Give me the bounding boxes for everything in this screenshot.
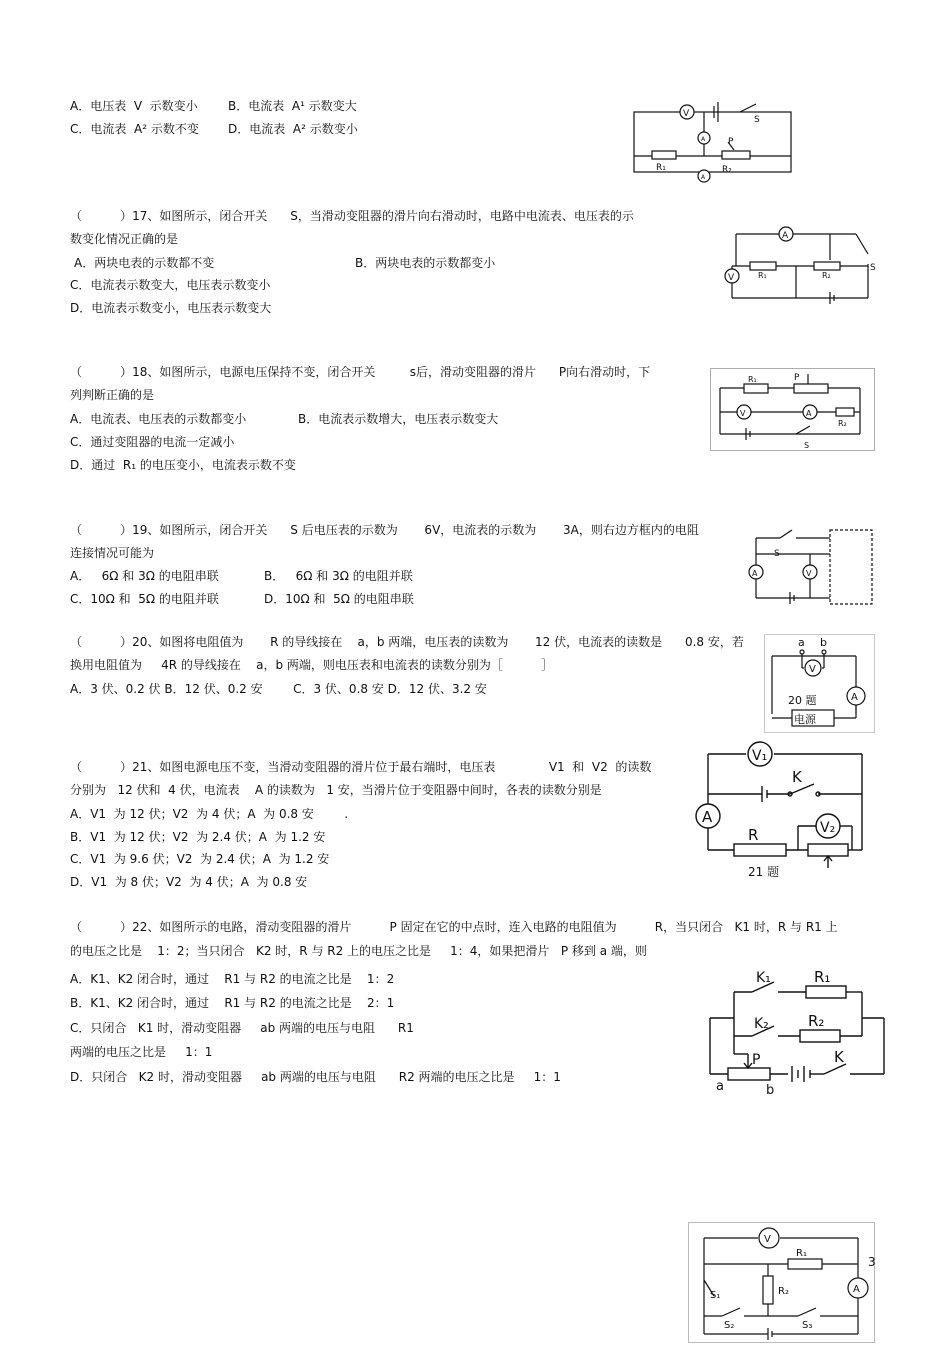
q18-stem-line2: 列判断正确的是 xyxy=(70,388,155,402)
q16-option-b: B．电流表 A¹ 示数变大 xyxy=(228,99,357,113)
q18-r2-label: R₂ xyxy=(838,419,847,428)
q21-voltmeter-v1-label: V₁ xyxy=(752,748,768,764)
q16-r2-label: R₂ xyxy=(722,165,732,175)
page-number: 3 xyxy=(868,1255,876,1269)
q16-switch-label: S xyxy=(754,115,760,125)
q16-ammeter-a2-label: A xyxy=(701,174,706,181)
q20-options: A．3 伏、0.2 伏 B．12 伏、0.2 安 C．3 伏、0.8 安 D．12 伏、3.2 安 xyxy=(70,682,487,696)
bottom-switch-s3-label: S₃ xyxy=(802,1320,813,1331)
q18-voltmeter-label: V xyxy=(740,409,746,418)
q17-option-c: C．电流表示数变大，电压表示数变小 xyxy=(70,278,271,292)
q17-ammeter-label: A xyxy=(782,231,789,241)
q18-option-a: A．电流表、电压表的示数都变小 xyxy=(70,412,247,426)
q17-option-d: D．电流表示数变小，电压表示数变大 xyxy=(70,301,272,315)
q19-stem-line1: （ ）19、如图所示，闭合开关 S 后电压表的示数为 6V，电流表的示数为 3A，则右边方框内的电阻 xyxy=(70,523,699,537)
q19-ammeter-label: A xyxy=(752,569,758,578)
q20-voltmeter-label: V xyxy=(809,664,816,675)
q16-slider-label: P xyxy=(728,137,734,147)
q22-switch-k-label: K xyxy=(834,1048,844,1066)
q19-stem-line2: 连接情况可能为 xyxy=(70,546,155,560)
bottom-r1-label: R₁ xyxy=(796,1248,807,1259)
q21-figure-title: 21 题 xyxy=(748,865,780,879)
q20-circuit-figure xyxy=(764,634,876,734)
q20-ammeter-label: A xyxy=(851,692,858,703)
q19-option-b: B． 6Ω 和 3Ω 的电阻并联 xyxy=(264,569,413,583)
q17-circuit-figure xyxy=(722,224,878,306)
q17-voltmeter-label: V xyxy=(728,273,735,283)
q16-option-a: A．电压表 V 示数变小 xyxy=(70,99,198,113)
q22-option-c-line2: 两端的电压之比是 1：1 xyxy=(70,1045,213,1059)
q22-circuit-figure xyxy=(700,968,890,1098)
q18-switch-label: S xyxy=(804,441,810,450)
q18-r1-label: R₁ xyxy=(748,375,757,384)
q18-option-b: B．电流表示数增大，电压表示数变大 xyxy=(298,412,499,426)
q21-voltmeter-v2-label: V₂ xyxy=(820,820,836,836)
q16-voltmeter-label: V xyxy=(683,109,690,119)
q19-voltmeter-label: V xyxy=(806,569,812,578)
q21-option-a: A．V1 为 12 伏；V2 为 4 伏；A 为 0.8 安 . xyxy=(70,807,349,821)
bottom-circuit-figure xyxy=(688,1222,876,1344)
q21-option-c: C．V1 为 9.6 伏；V2 为 2.4 伏；A 为 1.2 安 xyxy=(70,852,330,866)
q21-resistor-label: R xyxy=(748,826,759,844)
q22-terminal-a-label: a xyxy=(716,1079,724,1094)
q16-ammeter-a1-label: A xyxy=(701,136,706,143)
q17-stem-line2: 数变化情况正确的是 xyxy=(70,232,179,246)
q18-circuit-figure xyxy=(710,368,876,452)
q17-switch-label: S xyxy=(870,263,876,273)
q20-figure-title: 20 题 xyxy=(788,694,817,707)
q19-circuit-figure xyxy=(740,526,876,608)
q22-slider-label: P xyxy=(752,1052,761,1068)
q22-option-b: B．K1、K2 闭合时，通过 R1 与 R2 的电流之比是 2：1 xyxy=(70,996,395,1010)
q22-switch-k1-label: K₁ xyxy=(756,970,771,986)
q18-stem-line1: （ ）18、如图所示，电源电压保持不变，闭合开关 s后，滑动变阻器的滑片 P向右滑动时，下 xyxy=(70,365,651,379)
bottom-switch-s1-label: S₁ xyxy=(710,1290,721,1301)
q22-stem-line1: （ ）22、如图所示的电路，滑动变阻器的滑片 P 固定在它的中点时，连入电路的电阻值为 R，当只闭合 K1 时，R 与 R1 上 xyxy=(70,920,838,934)
q17-stem-line1: （ ）17、如图所示，闭合开关 S，当滑动变阻器的滑片向右滑动时，电路中电流表、电压表的示 xyxy=(70,209,634,223)
q17-option-a: A．两块电表的示数都不变 xyxy=(74,256,215,270)
q22-option-d: D．只闭合 K2 时，滑动变阻器 ab 两端的电压与电阻 R2 两端的电压之比是 1：1 xyxy=(70,1070,561,1084)
q21-circuit-figure xyxy=(690,740,874,880)
bottom-ammeter-label: A xyxy=(853,1284,860,1295)
q16-r1-label: R₁ xyxy=(656,163,666,173)
q22-option-a: A．K1、K2 闭合时，通过 R1 与 R2 的电流之比是 1：2 xyxy=(70,972,395,986)
q19-option-c: C．10Ω 和 5Ω 的电阻并联 xyxy=(70,592,219,606)
bottom-switch-s2-label: S₂ xyxy=(724,1320,735,1331)
q21-stem-line1: （ ）21、如图电源电压不变，当滑动变阻器的滑片位于最右端时，电压表 V1 和 V2 的读数 xyxy=(70,760,652,774)
q16-option-d: D．电流表 A² 示数变小 xyxy=(228,122,358,136)
q16-option-c: C．电流表 A² 示数不变 xyxy=(70,122,199,136)
q20-stem-line2: 换用电阻值为 4R 的导线接在 a，b 两端，则电压表和电流表的读数分别为［ ］ xyxy=(70,658,554,672)
q22-r2-label: R₂ xyxy=(808,1012,825,1030)
q18-option-c: C．通过变阻器的电流一定减小 xyxy=(70,435,235,449)
q17-option-b: B．两块电表的示数都变小 xyxy=(355,256,496,270)
q18-slider-label: P xyxy=(794,373,800,383)
q22-switch-k2-label: K₂ xyxy=(754,1016,769,1032)
q22-terminal-b-label: b xyxy=(766,1083,775,1098)
q20-terminal-b-label: b xyxy=(820,636,827,649)
q17-r2-label: R₂ xyxy=(822,271,831,280)
q21-ammeter-label: A xyxy=(702,808,713,826)
bottom-voltmeter-label: V xyxy=(764,1234,771,1245)
q19-option-d: D．10Ω 和 5Ω 的电阻串联 xyxy=(264,592,414,606)
q22-option-c-line1: C．只闭合 K1 时，滑动变阻器 ab 两端的电压与电阻 R1 xyxy=(70,1021,414,1035)
q16-circuit-figure xyxy=(630,98,796,184)
q20-stem-line1: （ ）20、如图将电阻值为 R 的导线接在 a，b 两端，电压表的读数为 12 伏，电流表的读数是 0.8 安，若 xyxy=(70,635,744,649)
q21-option-b: B．V1 为 12 伏；V2 为 2.4 伏；A 为 1.2 安 xyxy=(70,830,326,844)
q21-stem-line2: 分别为 12 伏和 4 伏，电流表 A 的读数为 1 安，当滑片位于变阻器中间时，各表的读数分别是 xyxy=(70,783,602,797)
q18-ammeter-label: A xyxy=(806,409,812,418)
q21-switch-label: K xyxy=(792,768,802,786)
q19-option-a: A． 6Ω 和 3Ω 的电阻串联 xyxy=(70,569,219,583)
q22-r1-label: R₁ xyxy=(814,968,831,986)
q20-power-source-label: 电源 xyxy=(794,713,816,726)
q22-stem-line2: 的电压之比是 1：2；当只闭合 K2 时，R 与 R2 上的电压之比是 1：4，如果把滑片 P 移到 a 端，则 xyxy=(70,944,647,958)
q19-switch-label: S xyxy=(774,549,780,559)
q18-option-d: D．通过 R₁ 的电压变小，电流表示数不变 xyxy=(70,458,296,472)
q20-terminal-a-label: a xyxy=(798,636,805,649)
q17-r1-label: R₁ xyxy=(758,271,767,280)
bottom-r2-label: R₂ xyxy=(778,1286,789,1297)
q21-option-d: D．V1 为 8 伏；V2 为 4 伏；A 为 0.8 安 xyxy=(70,875,308,889)
